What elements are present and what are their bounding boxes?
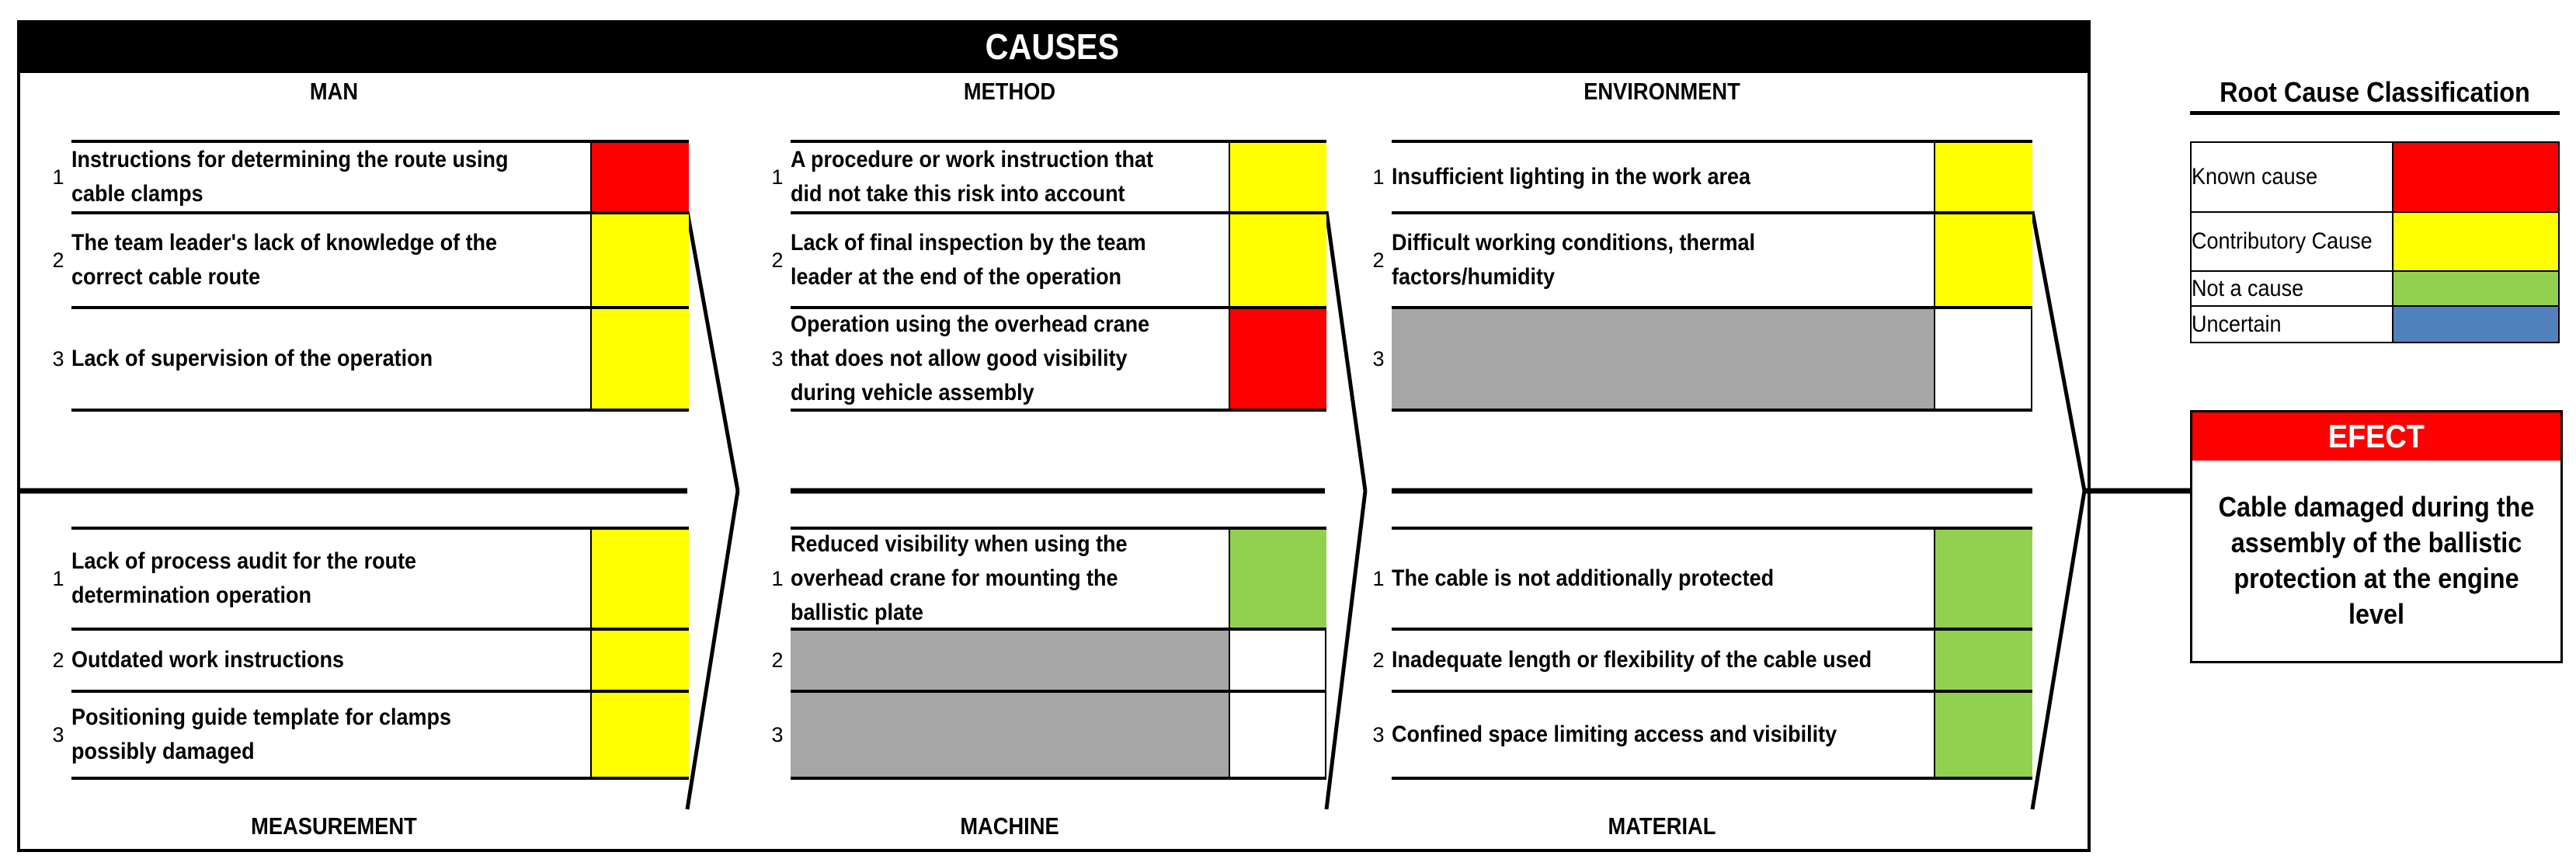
row-number: 1: [1372, 165, 1385, 189]
row-number: 2: [1372, 648, 1385, 672]
cause-text: Inadequate length or flexibility of the cable used: [1392, 647, 1872, 673]
legend-label: Known cause: [2192, 164, 2318, 190]
category-label-environment: ENVIRONMENT: [1583, 78, 1740, 105]
status-swatch-known-cause: [1229, 309, 1326, 409]
cause-text: Operation using the overhead crane that does not allow good visibility during vehicle assembly: [791, 311, 1150, 405]
status-swatch-not-a-cause: [1934, 693, 2032, 777]
cause-text: Instructions for determining the route using cable clamps: [71, 147, 509, 207]
status-swatch-contributory-cause: [590, 693, 689, 777]
bone-man: [687, 211, 738, 491]
row-number: 3: [771, 722, 784, 746]
row-number: 3: [771, 346, 784, 370]
category-label-man: MAN: [309, 78, 359, 105]
row-number: 2: [52, 248, 64, 272]
status-swatch-empty: [1934, 309, 2032, 409]
status-swatch-contributory-cause: [590, 631, 689, 690]
legend-label: Uncertain: [2192, 311, 2282, 337]
cause-text: Difficult working conditions, thermal factors/humidity: [1392, 230, 1756, 290]
effect-header: [2192, 412, 2560, 461]
row-number: 1: [771, 165, 784, 189]
row-line: [71, 777, 689, 780]
cause-text: Lack of process audit for the route determination operation: [71, 548, 417, 608]
causes-title: CAUSES: [985, 26, 1120, 67]
status-swatch-contributory-cause: [590, 309, 689, 409]
bone-method: [1326, 211, 1365, 491]
legend-row: [2192, 213, 2558, 272]
legend-title-underline: [2190, 111, 2560, 115]
row-number: 1: [52, 566, 64, 590]
empty-cause-cell: [791, 693, 1229, 777]
cause-text: Outdated work instructions: [71, 647, 345, 673]
status-swatch-contributory-cause: [1934, 214, 2032, 306]
bone-material: [2032, 491, 2084, 809]
status-swatch-not-a-cause: [1934, 631, 2032, 690]
category-label-measurement: MEASUREMENT: [251, 812, 417, 840]
status-swatch-contributory-cause: [1229, 143, 1326, 211]
cause-text: A procedure or work instruction that did not take this risk into account: [791, 147, 1154, 207]
legend-label: Contributory Cause: [2192, 228, 2373, 254]
status-swatch-empty: [1229, 693, 1326, 777]
effect-title: EFECT: [2328, 418, 2425, 454]
cause-text: Lack of final inspection by the team leader at the end of the operation: [791, 230, 1146, 290]
legend-title: Root Cause Classification: [2220, 76, 2530, 108]
status-swatch-contributory-cause: [590, 214, 689, 306]
status-swatch-empty: [1229, 631, 1326, 690]
cause-text: The team leader's lack of knowledge of the correct cable route: [71, 230, 498, 290]
row-number: 3: [52, 346, 64, 370]
legend-swatch-not-a-cause: [2392, 272, 2558, 305]
row-number: 3: [1372, 346, 1385, 370]
row-number: 1: [1372, 566, 1385, 590]
cause-text: Lack of supervision of the operation: [71, 346, 433, 371]
status-swatch-known-cause: [590, 143, 689, 211]
cause-text: Confined space limiting access and visibility: [1392, 722, 1837, 747]
row-number: 2: [771, 648, 784, 672]
row-number: 1: [771, 566, 784, 590]
cause-text: Positioning guide template for clamps possibly damaged: [71, 704, 452, 764]
status-swatch-contributory-cause: [590, 530, 689, 628]
legend-swatch-uncertain: [2392, 307, 2558, 342]
legend-row: [2192, 272, 2558, 307]
row-number: 2: [52, 648, 64, 672]
row-number: 2: [771, 248, 784, 272]
effect-box: [2190, 410, 2563, 663]
category-label-method: METHOD: [963, 78, 1056, 105]
cause-text: Reduced visibility when using the overhead crane for mounting the ballistic plate: [791, 531, 1128, 625]
bone-machine: [1326, 491, 1365, 809]
legend-swatch-known-cause: [2392, 143, 2558, 211]
row-line: [1392, 409, 2032, 412]
row-line: [791, 777, 1326, 780]
row-number: 2: [1372, 248, 1385, 272]
category-label-material: MATERIAL: [1608, 812, 1716, 840]
row-number: 1: [52, 165, 64, 189]
bone-measurement: [687, 491, 738, 809]
status-swatch-contributory-cause: [1229, 214, 1326, 306]
legend-swatch-contributory-cause: [2392, 213, 2558, 270]
bone-environment: [2032, 211, 2084, 491]
cause-text: The cable is not additionally protected: [1392, 565, 1775, 591]
row-line: [71, 409, 689, 412]
legend-row: [2192, 143, 2558, 213]
row-line: [1392, 777, 2032, 780]
status-swatch-not-a-cause: [1934, 530, 2032, 628]
legend: [2190, 70, 2560, 350]
cause-text: Insufficient lighting in the work area: [1392, 164, 1751, 190]
effect-text-wrap: [2200, 464, 2553, 658]
empty-cause-cell: [791, 631, 1229, 690]
status-swatch-not-a-cause: [1229, 530, 1326, 628]
legend-label: Not a cause: [2192, 275, 2304, 301]
status-swatch-contributory-cause: [1934, 143, 2032, 211]
row-number: 3: [52, 722, 64, 746]
empty-cause-cell: [1392, 309, 1934, 409]
legend-row: [2192, 307, 2558, 342]
effect-text: Cable damaged during the assembly of the ballistic protection at the engine level: [2218, 491, 2535, 630]
row-number: 3: [1372, 722, 1385, 746]
legend-table: [2190, 141, 2560, 343]
category-label-machine: MACHINE: [960, 812, 1059, 840]
